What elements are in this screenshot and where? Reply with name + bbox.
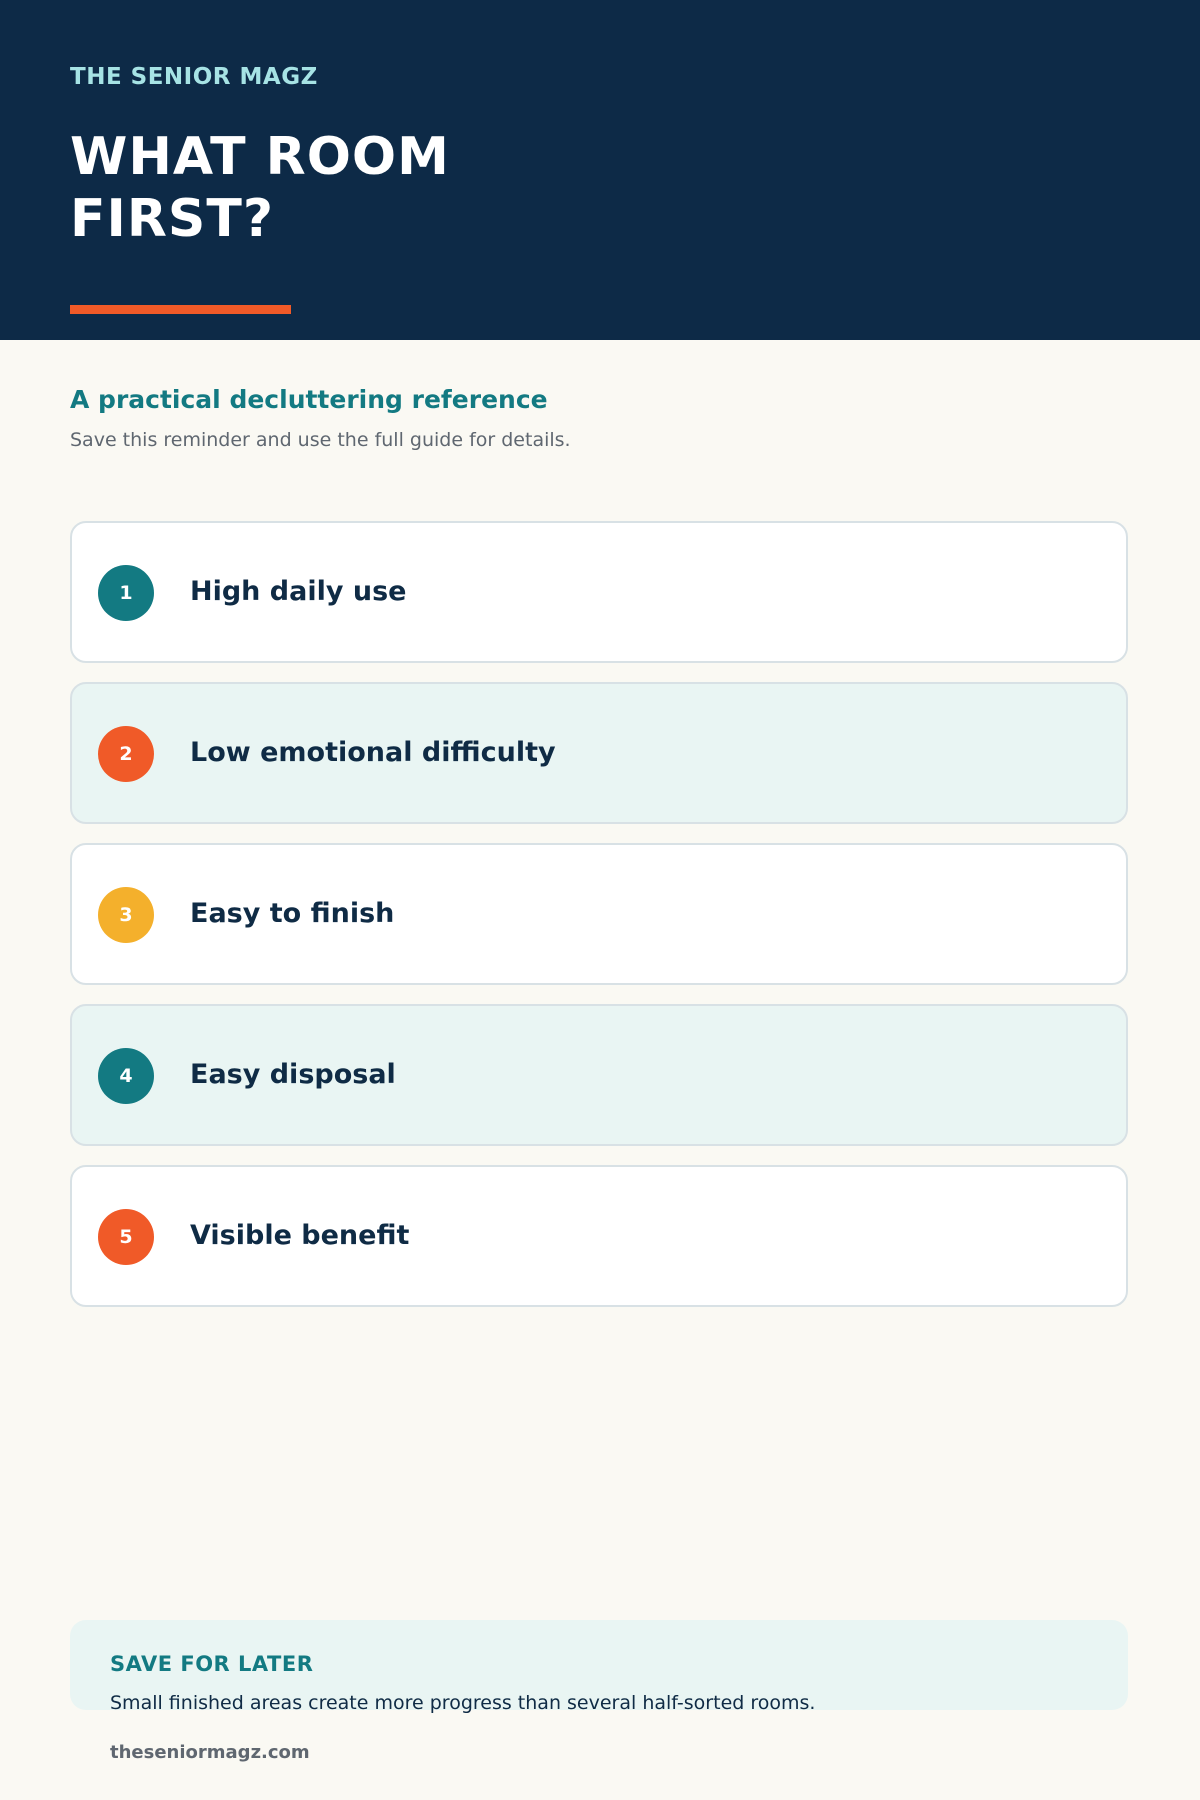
number-badge: 2 bbox=[98, 726, 154, 782]
list-item bbox=[70, 843, 1128, 985]
list-item bbox=[70, 521, 1128, 663]
list-item-label: Easy disposal bbox=[190, 1059, 396, 1090]
list-item-label: High daily use bbox=[190, 576, 407, 607]
number-badge: 1 bbox=[98, 565, 154, 621]
footer-url: theseniormagz.com bbox=[110, 1742, 310, 1763]
header-banner bbox=[0, 0, 1200, 340]
list-item bbox=[70, 1165, 1128, 1307]
number-badge: 5 bbox=[98, 1209, 154, 1265]
note-title: SAVE FOR LATER bbox=[110, 1652, 314, 1676]
number-badge: 3 bbox=[98, 887, 154, 943]
list-item bbox=[70, 682, 1128, 824]
note-text: Small finished areas create more progress than several half-sorted rooms. bbox=[110, 1692, 816, 1714]
number-badge: 4 bbox=[98, 1048, 154, 1104]
brand-name: THE SENIOR MAGZ bbox=[70, 64, 318, 90]
accent-bar bbox=[70, 305, 291, 314]
list-item-label: Visible benefit bbox=[190, 1220, 410, 1251]
list-item-label: Low emotional difficulty bbox=[190, 737, 556, 768]
page-title: WHAT ROOM FIRST? bbox=[70, 127, 450, 249]
page-subtitle: A practical decluttering reference bbox=[70, 385, 548, 414]
list-item-label: Easy to finish bbox=[190, 898, 395, 929]
page-tagline: Save this reminder and use the full guide for details. bbox=[70, 429, 571, 451]
list-item bbox=[70, 1004, 1128, 1146]
